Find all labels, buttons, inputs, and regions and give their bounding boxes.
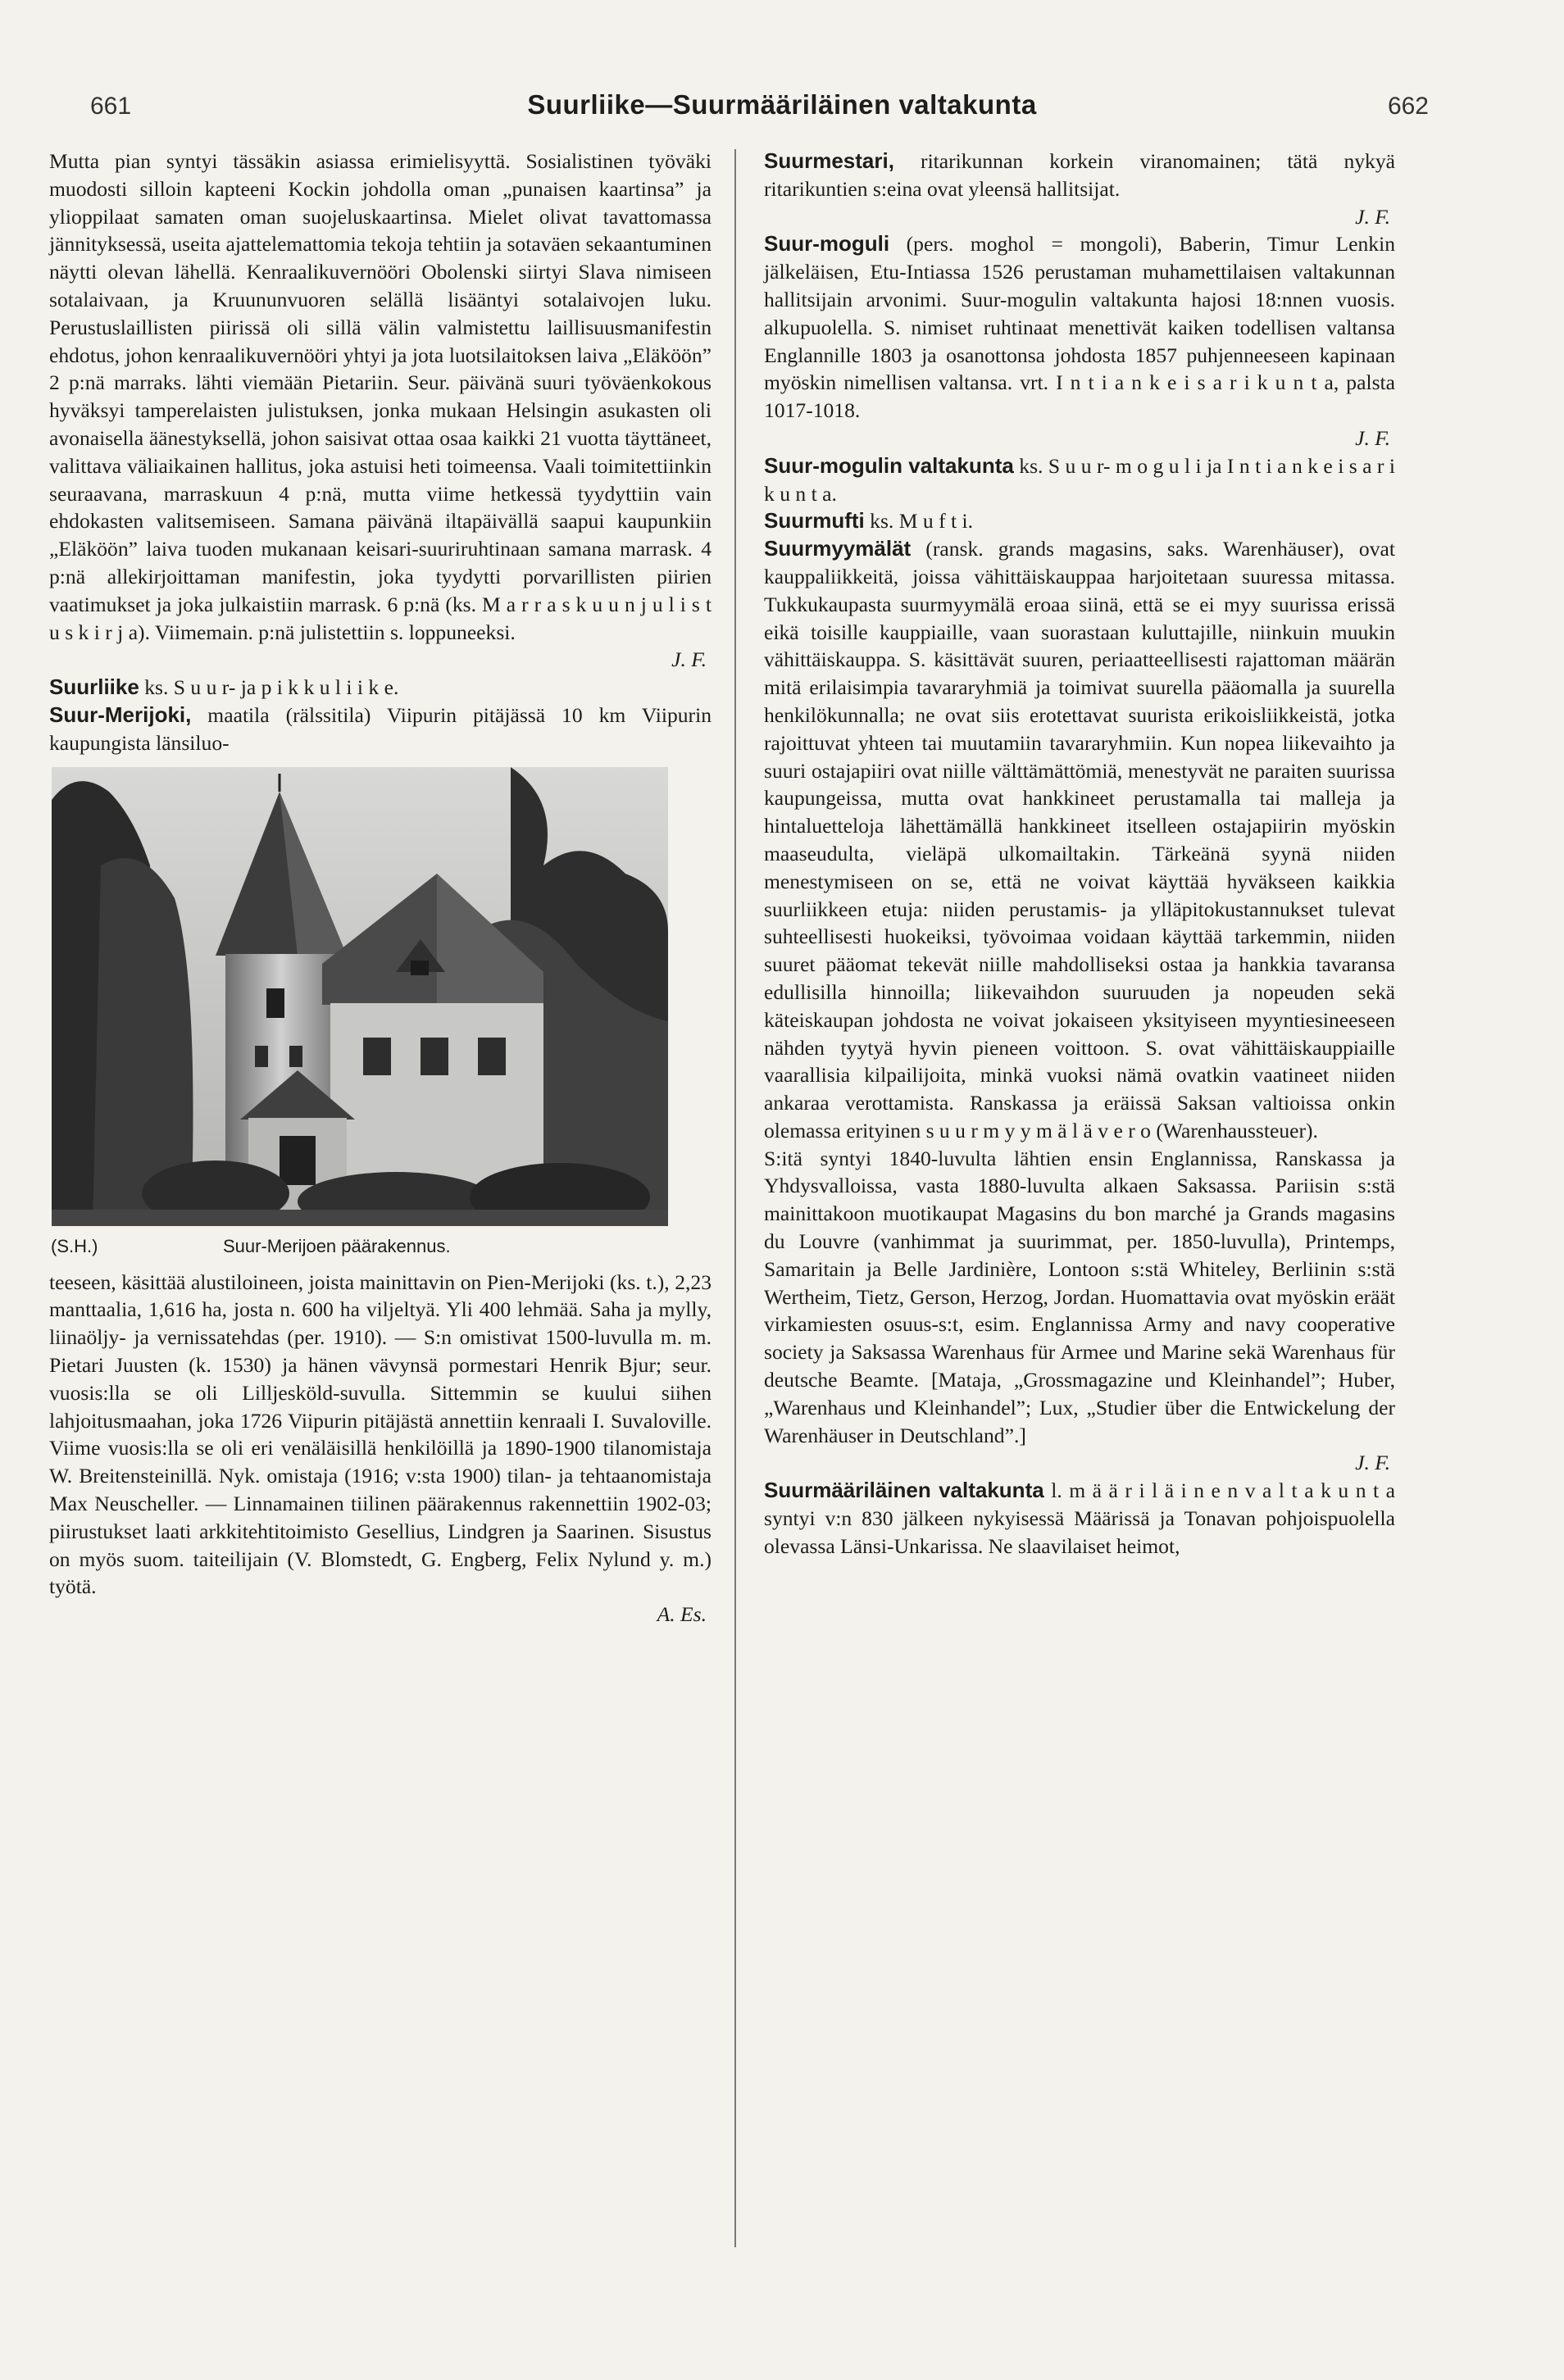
- paragraph-suurlakko-continuation: Mutta pian syntyi tässäkin asiassa erimielisyyttä. Sosialistinen työväki muodosti silloin kapteeni Kockin johdolla oman „punaisen kaartinsa” ja ylioppilaat samaten oman suojeluskaartinsa. Mielet olivat tavattomassa jännityksessä, useita ajattelemattomia tekoja tehtiin ja sotaväen sekaantuminen näytti olevan lähellä. Kenraalikuvernööri Obolenski siirtyi Slava nimiseen sotalaivaan, ja Kruununvuoren selällä lisääntyi sotalaivojen luku. Perustuslaillisten piirissä oli sillä välin valmistettu laillisuusmanifestin ehdotus, johon kenraalikuvernööri yhtyi ja jota luotsilaitoksen laiva „Eläköön” 2 p:nä marraks. lähti viemään Pietariin. Seur. päivänä suuri työväenkokous hyväksyi tamperelaisten julistuksen, jonka mukaan Helsingin asukasten oli avonaisella äänestyksellä, johon saisivat ottaa osaa kaikki 21 vuotta täyttäneet, valittava väliaikainen hallitus, joka astuisi heti toimeensa. Vaali toimitettiinkin seuraavana, marraskuun 4 p:nä, mutta viime hetkessä tyydyttiin vain ehdokasten valitsemiseen. Samana päivänä iltapäivällä saapui kaupunkiin „Eläköön” laiva tuoden mukanaan keisari-suuriruhtinaan samana marrask. 4 p:nä allekirjoittaman manifestin, joka tyydytti porvarillisten piirien vaatimukset ja joka julkaistiin marrask. 6 p:nä (ks. M a r r a s k u u n j u l i s t u s k i r j a). Viimemain. p:nä julistettiin s. loppuneeksi.: [49, 149, 712, 644]
- author-signature: J. F.: [1355, 204, 1390, 229]
- entry-headword: Suurmufti: [764, 508, 865, 534]
- page-number-right: 662: [1387, 93, 1429, 120]
- entry-headword: Suurmääriläinen valtakunta: [764, 1478, 1044, 1503]
- entry-headword: Suurliike: [49, 674, 139, 700]
- entry-suurmestari: [764, 148, 1395, 203]
- entry-body: (ransk. grands magasins, saks. Warenhäuser), ovat kauppaliikkeitä, joissa vähittäiskauppaa harjoitetaan suuressa mitassa. Tukkukaupasta suurmyymälä eroaa siinä, että se ei myy suurissa erissä eikä toisille kauppiaille, vaan suorastaan kuluttajille, niinkuin muukin vähittäiskauppa. S. käsittävät suuren, periaatteellisesti rajattoman määrän mitä erilaisimpia tavararyhmiä ja toimivat suurella pääomalla ja suurella henkilökunnalla; ne ovat siis erotettavat suurista erikoisliikkeistä, jotka rajoittuvat yhteen tai muutamiin tavararyhmiin. Kun nopea liikevaihto ja suuri ostajapiiri ovat niille välttämättömiä, menestyvät ne paraiten suurissa kaupungeissa, mutta ovat hankkineet perustamalla tai malleja ja hintaluetteloja lähettämällä hankkineet itselleen ostajapiirin myöskin maaseudulta, vieläpä ulkomailtakin. Tärkeänä syynä niiden menestymiseen on se, että ne voivat käyttää hyväkseen kaikkia suurliikkeen etuja: niiden perustamis- ja ylläpitokustannukset tulevat suhteellisesti huokeiksi, työvoimaa voidaan käyttää tarkemmin, niiden suuret pääomat tekevät niille mahdolliseksi ostaa ja hankkia tavaransa edullisilla hinnoilla; liikevaihdon suuruuden ja nopeuden sekä käteiskaupan johdosta ne voivat jokaiseen yksityiseen myyntiesineeseen nähden tyytyä hyvin pieneen voittoon. S. ovat vähittäiskauppiaille vaarallisia kilpailijoita, minkä vuoksi nämä ovatkin vaatineet niiden ankaraa verottamista. Ranskassa ja eräissä Saksan valtioissa onkin olemassa erityinen s u u r m y y m ä l ä v e r o (Warenhaussteuer).: [764, 537, 1395, 1142]
- entry-body: ritarikunnan korkein viranomainen; tätä nykyä ritarikuntien s:eina ovat yleensä hallitsijat.: [764, 149, 1395, 201]
- paragraph-suur-merijoki-continuation: teeseen, käsittää alustiloineen, joista mainittavin on Pien-Merijoki (ks. t.), 2,23 manttaalia, 1,616 ha, josta n. 600 ha viljeltyä. Yli 400 lehmää. Saha ja mylly, liinaöljy- ja vernissatehdas (per. 1910). — S:n omistivat 1500-luvulla m. m. Pietari Juusten (k. 1530) ja hänen vävynsä pormestari Henrik Bjur; seur. vuosis:lla se oli Lilljesköld-suvulla. Sittemmin se kuului siihen lahjoitusmaahan, joka 1726 Viipurin pitäjästä annettiin kenraali I. Suvaloville. Viime vuosis:lla se oli eri venäläisillä henkilöillä ja 1890-1900 tilanomistaja W. Breitensteinillä. Nyk. omistaja (1916; v:sta 1900) tilan- ja tehtaanomistaja Max Neuscheller. — Linnamainen tiilinen päärakennus rakennettiin 1902-03; piirustukset laati arkkitehtitoimisto Gesellius, Lindgren ja Saarinen. Sisustus on myös suom. taiteilijain (V. Blomstedt, G. Engberg, Felix Nylund y. m.) työtä.: [49, 1269, 712, 1599]
- entry-suur-moguli: [764, 230, 1395, 425]
- entry-suurmyymalat: [764, 535, 1395, 1145]
- entry-headword: Suur-moguli: [764, 231, 890, 257]
- entry-body: ks. S u u r- m o g u l i ja I n t i a n k e i s a r i k u n t a.: [764, 453, 1395, 506]
- running-header: [0, 86, 1564, 135]
- entry-body: maatila (rälssitila) Viipurin pitäjässä 10 km Viipurin kaupungista länsiluo-: [49, 702, 712, 755]
- entry-suurmaarilainen-valtakunta: [764, 1477, 1395, 1560]
- entry-headword: Suurmyymälät: [764, 536, 912, 561]
- entry-body: ks. M u f t i.: [864, 509, 974, 534]
- author-signature: A. Es.: [657, 1602, 707, 1627]
- manor-photograph: [52, 767, 668, 1226]
- photo-source: (S.H.): [51, 1235, 98, 1256]
- paragraph-suurmyymalat-history: S:itä syntyi 1840-luvulta lähtien ensin Englannissa, Ranskassa ja Yhdysvalloissa, vasta 1880-luvulta alkaen Saksassa. Pariisin s:stä mainittakoon muotikaupat Magasins du bon marché ja Grands magasins du Louvre (vanhimmat ja suurimmat, per. 1850-luvulla), Printemps, Samaritain ja Belle Jardinière, Lontoon s:stä Whiteley, Berliinin s:stä Wertheim, Tietz, Gerson, Herzog, Jordan. Huomattavia ovat myöskin eräät virkamiesten osuus-s:t, esim. Englannissa Army and navy cooperative society ja Saksassa Warenhaus für Armee und Marine sekä Warenhaus für deutsche Beamte. [Mataja, „Grossmagazine und Kleinhandel”; Huber, „Warenhaus und Kleinhandel”; Lux, „Studier über die Entwickelung der Warenhäuser in Deutschland”.]: [764, 1146, 1395, 1447]
- entry-headword: Suurmestari,: [764, 148, 894, 173]
- author-signature: J. F.: [1355, 425, 1390, 450]
- entry-headword: Suur-mogulin valtakunta: [764, 452, 1014, 478]
- author-signature: J. F.: [1355, 1451, 1390, 1475]
- column-divider: [734, 149, 736, 2247]
- left-column: [49, 148, 712, 1628]
- entry-suur-mogulin-valtakunta: [764, 452, 1395, 508]
- entry-body: (pers. moghol = mongoli), Baberin, Timur Lenkin jälkeläisen, Etu-Intiassa 1526 perustaman muhamettilaisen valtakunnan hallitsijain arvonimi. Suur-mogulin valtakunta hajosi 18:nnen vuosis. alkupuolella. S. nimiset ruhtinaat menettivät kaiken todellisen valtansa Englannille 1803 ja osanottonsa johdosta 1857 puhjenneeseen kapinaan myöskin nimellisen valtansa. vrt. I n t i a n k e i s a r i k u n t a, palsta 1017-1018.: [764, 232, 1395, 423]
- right-column: [764, 148, 1395, 1560]
- running-title: Suurliike—Suurmääriläinen valtakunta: [527, 89, 1037, 120]
- entry-body: ks. S u u r- ja p i k k u l i i k e.: [139, 675, 399, 700]
- figure-caption: [49, 1233, 712, 1260]
- entry-suur-merijoki: [49, 702, 712, 757]
- entry-headword: Suur-Merijoki,: [49, 702, 192, 727]
- caption-text: Suur-Merijoen päärakennus.: [223, 1235, 451, 1256]
- figure: [49, 767, 712, 1260]
- manor-house-illustration: [52, 767, 668, 1226]
- entry-suurliike: [49, 674, 712, 702]
- page-number-left: 661: [90, 93, 132, 120]
- entry-body: l. m ä ä r i l ä i n e n v a l t a k u n t a syntyi v:n 830 jälkeen nykyisessä Määrissä ja Tonavan pohjoispuolella olevassa Länsi-Unkarissa. Ne slaavilaiset heimot,: [764, 1478, 1396, 1558]
- author-signature: J. F.: [671, 647, 707, 672]
- entry-suurmufti: [764, 507, 1395, 535]
